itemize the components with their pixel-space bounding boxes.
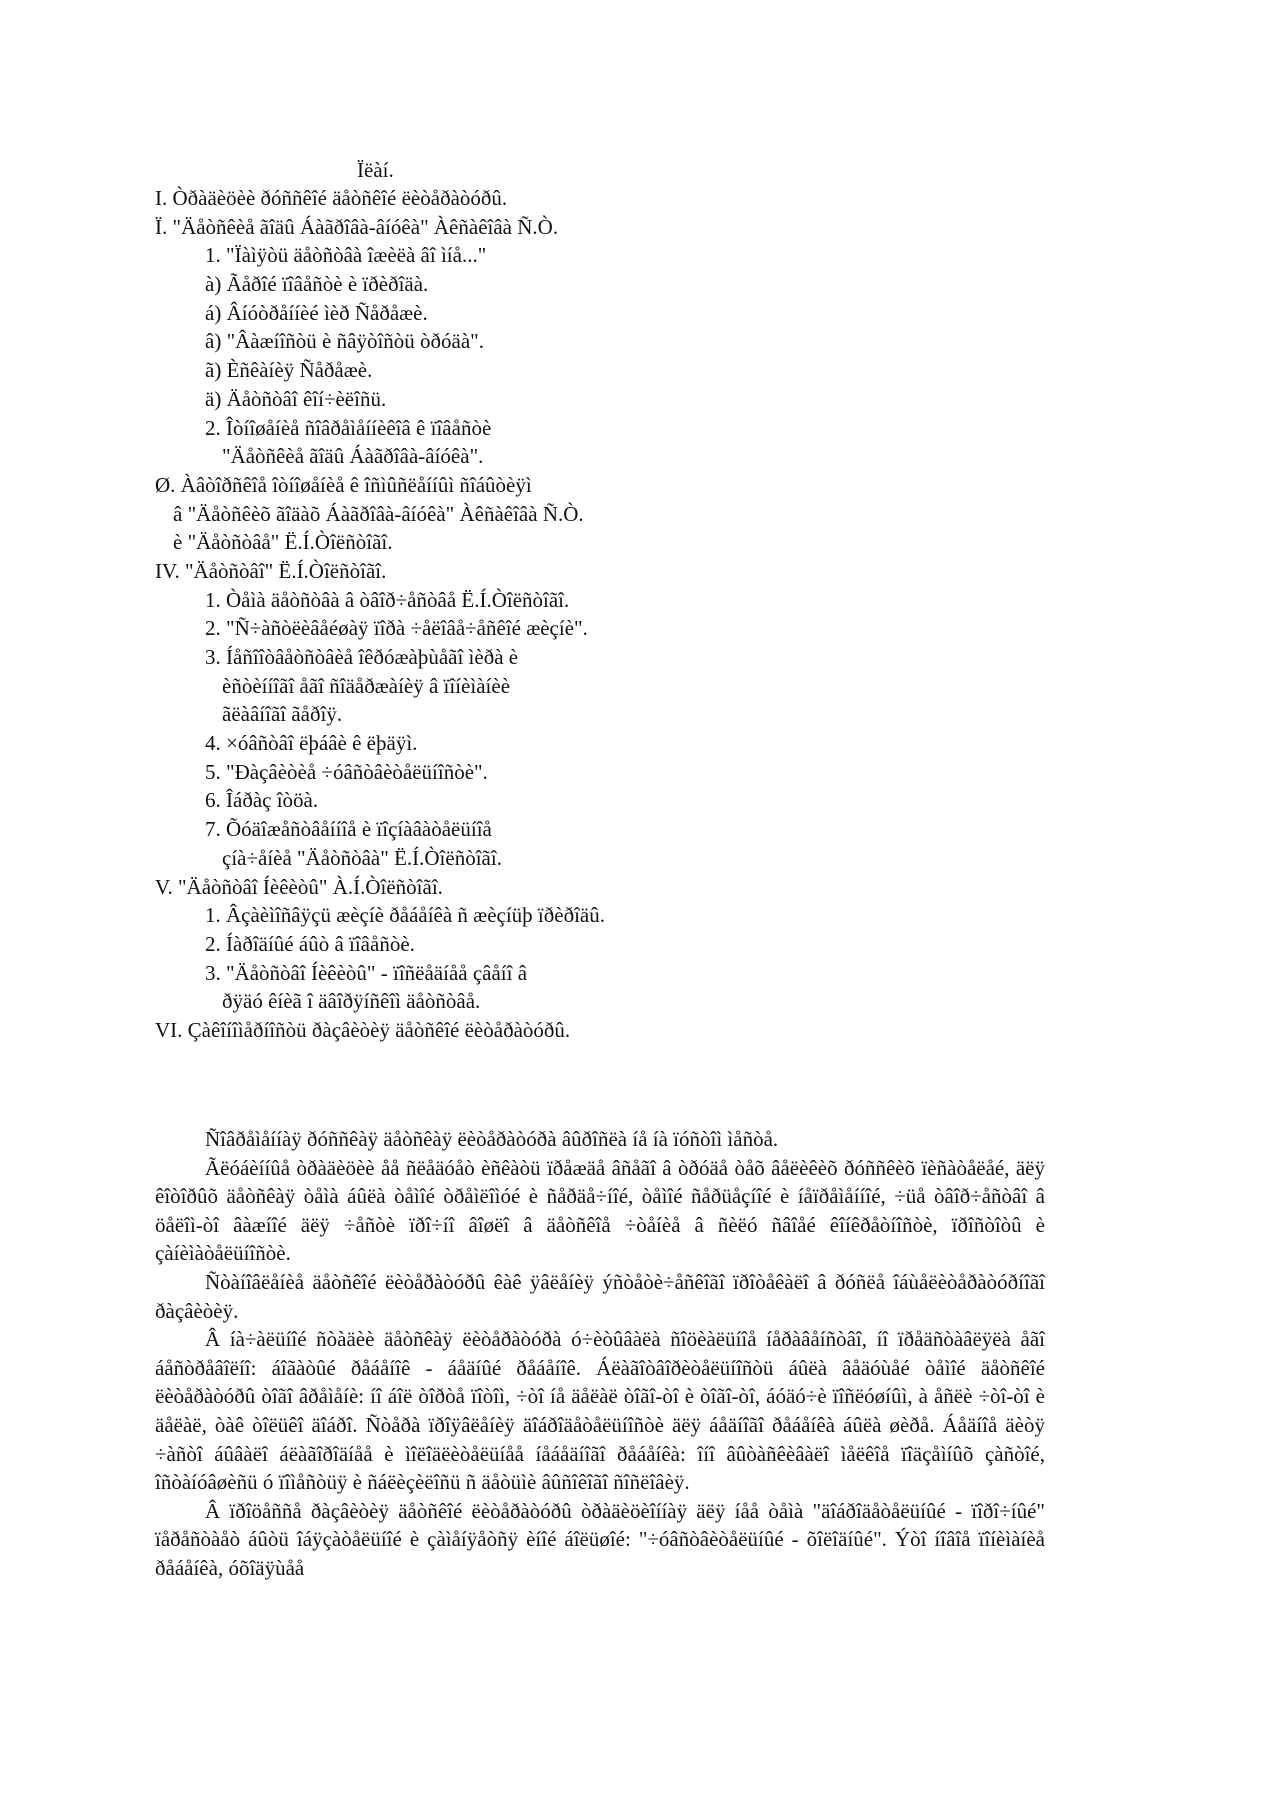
outline-line: ðÿäó êíèã î äâîðÿíñêîì äåòñòâå. xyxy=(222,989,481,1014)
outline-line: IV. "Äåòñòâî" Ë.Í.Òîëñòîãî. xyxy=(155,558,387,583)
outline-line: I. Òðàäèöèè ðóññêîé äåòñêîé ëèòåðàòóðû. xyxy=(155,186,508,210)
outline-line: ãëàâíîãî ãåðîÿ. xyxy=(222,702,343,727)
outline-line: 1. Òåìà äåòñòâà â òâîð÷åñòâå Ë.Í.Òîëñòîãî. xyxy=(205,587,570,612)
outline-line: 6. Îáðàç îòöà. xyxy=(205,788,319,813)
outline-line: çíà÷åíèå "Äåòñòâà" Ë.Í.Òîëñòîãî. xyxy=(222,845,502,870)
paragraph: Â íà÷àëüíîé ñòàäèè äåòñêàÿ ëèòåðàòóðà ó÷èòûâàëà ñîöèàëüíîå íåðàâåíñòâî, íî ïðåäñòàâëÿëà åãî áåñòðåâîëíî: áîãàòûé ðåáåíîê - áåäíûé ðåáåíîê. Áëàãîòâîðèòåëüíîñòü áûëà âåäóùåé òåìîé äåòñêîé ëèòåðàòóðû òîãî âðåìåíè: íî áîë òîðòå ïîòîì, ÷òî íå äåëàë òîãî-òî è òîãî-òî, áóäó÷è ïîñëóøíûì, à åñëè ÷òî-òî è äåëàë, òàê òîëüêî äîáðî. Ñòåðà ïðîÿâëåíèÿ äîáðîäåòåëüíîñòè äëÿ áåäíîãî ðåáåíêà áûëà øèðå. Áåäíîå äèòÿ ÷àñòî áûâàëî áëàãîðîäíåå è ìîëîäëèòåëüíåå íåáåäíîãî ðåáåíêà: îíî âûòàñêèâàëî ìåëêîå ïîäçåìíûõ çàñòîé, îñòàíóâøèñü ó ïîìåñòüÿ è ñáëèçèëîñü ñ äåòüìè âûñîêîãî ñîñëîâèÿ. xyxy=(155,1327,1045,1495)
outline-line: Ø. Àâòîðñêîå îòíîøåíèå ê îñìûñëåííûì ñîáûòèÿì xyxy=(155,472,532,497)
outline-line: 2. "Ñ÷àñòëèâåéøàÿ ïîðà ÷åëîâå÷åñêîé æèçíè". xyxy=(205,616,588,641)
outline-list xyxy=(155,184,1155,1045)
outline-line: 2. Íàðîäíûé áûò â ïîâåñòè. xyxy=(205,931,415,956)
outline-line: á) Âíóòðåííèé ìèð Ñåðåæè. xyxy=(205,300,428,325)
outline-line: 7. Õóäîæåñòâåííîå è ïîçíàâàòåëüíîå xyxy=(205,817,492,842)
outline-line: VI. Çàêîíîìåðíîñòü ðàçâèòèÿ äåòñêîé ëèòåðàòóðû. xyxy=(155,1017,571,1042)
outline-line: ã) Èñêàíèÿ Ñåðåæè. xyxy=(205,358,373,383)
outline-line: 3. "Äåòñòâî Íèêèòû" - ïîñëåäíåå çâåíî â xyxy=(205,960,528,985)
outline-line: 1. "Ïàìÿòü äåòñòâà îæèëà âî ìíå..." xyxy=(205,243,487,268)
outline-line: V. "Äåòñòâî Íèêèòû" À.Í.Òîëñòîãî. xyxy=(155,874,443,899)
paragraph: Ãëóáèííûå òðàäèöèè åå ñëåäóåò èñêàòü ïðåæäå âñåãî â òðóäå òåõ âåëèêèõ ðóññêèõ ïèñàòåëåé, äëÿ êîòîðûõ äåòñêàÿ òåìà áûëà òåìîé òðåìëîìóé è ñåðäå÷íîé, òåìîé ñåðüåçíîé è íåïðåìåííîé, ÷üå òâîð÷åñòâî â öåëîì-òî âàæíîé äëÿ ÷åñòè ïðî÷íî âîøëî â äåòñêîå ÷òåíèå â ñèëó ñâîåé êîíêðåòíîñòè, ïðîñòîòû è çàíèìàòåëüíîñòè. xyxy=(155,1155,1045,1266)
outline-line: 1. Âçàèìîñâÿçü æèçíè ðåáåíêà ñ æèçíüþ ïðèðîäû. xyxy=(205,903,605,928)
outline-line: 2. Îòíîøåíèå ñîâðåìåííèêîâ ê ïîâåñòè xyxy=(205,415,492,440)
outline-line: Ï. "Äåòñêèå ãîäû Áàãðîâà-âíóêà" Àêñàêîâà Ñ.Ò. xyxy=(155,214,559,239)
outline-line: â "Äåòñêèõ ãîäàõ Áàãðîâà-âíóêà" Àêñàêîâà Ñ.Ò. xyxy=(173,501,584,526)
outline-line: è "Äåòñòâå" Ë.Í.Òîëñòîãî. xyxy=(173,530,393,555)
outline-line: 3. Íåñîîòâåòñòâèå îêðóæàþùåãî ìèðà è xyxy=(205,645,519,669)
outline-title: Ïëàí. xyxy=(357,158,394,182)
paragraph: Â ïðîöåññå ðàçâèòèÿ äåòñêîé ëèòåðàòóðû òðàäèöèîííàÿ äëÿ íåå òåìà "äîáðîäåòåëüíûé - ïîðî÷íûé" ïåðåñòàåò áûòü îáÿçàòåëüíîé è çàìåíÿåòñÿ èíîé áîëüøîé: "÷óâñòâèòåëüíûé - õîëîäíûé". Ýòî íîâîå ïîíèìàíèå ðåáåíêà, óõîäÿùåå xyxy=(155,1498,1045,1580)
paragraph: Ñîâðåìåííàÿ ðóññêàÿ äåòñêàÿ ëèòåðàòóðà âûðîñëà íå íà ïóñòîì ìåñòå. xyxy=(205,1127,779,1151)
body-text xyxy=(155,1125,1045,1583)
outline-line: â) "Âàæíîñòü è ñâÿòîñòü òðóäà". xyxy=(205,329,484,354)
outline-line: à) Ãåðîé ïîâåñòè è ïðèðîäà. xyxy=(205,272,429,297)
outline-line: "Äåòñêèå ãîäû Áàãðîâà-âíóêà". xyxy=(222,444,484,469)
outline-line: ä) Äåòñòâî êîí÷èëîñü. xyxy=(205,386,387,411)
outline-line: èñòèííîãî åãî ñîäåðæàíèÿ â ïîíèìàíèè xyxy=(222,673,511,698)
paragraph: Ñòàíîâëåíèå äåòñêîé ëèòåðàòóðû êàê ÿâëåíèÿ ýñòåòè÷åñêîãî ïðîòåêàëî â ðóñëå îáùåëèòåðàòóðíîãî ðàçâèòèÿ. xyxy=(155,1269,1045,1323)
outline-line: 4. ×óâñòâî ëþáâè ê ëþäÿì. xyxy=(205,731,418,756)
outline-line: 5. "Ðàçâèòèå ÷óâñòâèòåëüíîñòè". xyxy=(205,759,488,784)
